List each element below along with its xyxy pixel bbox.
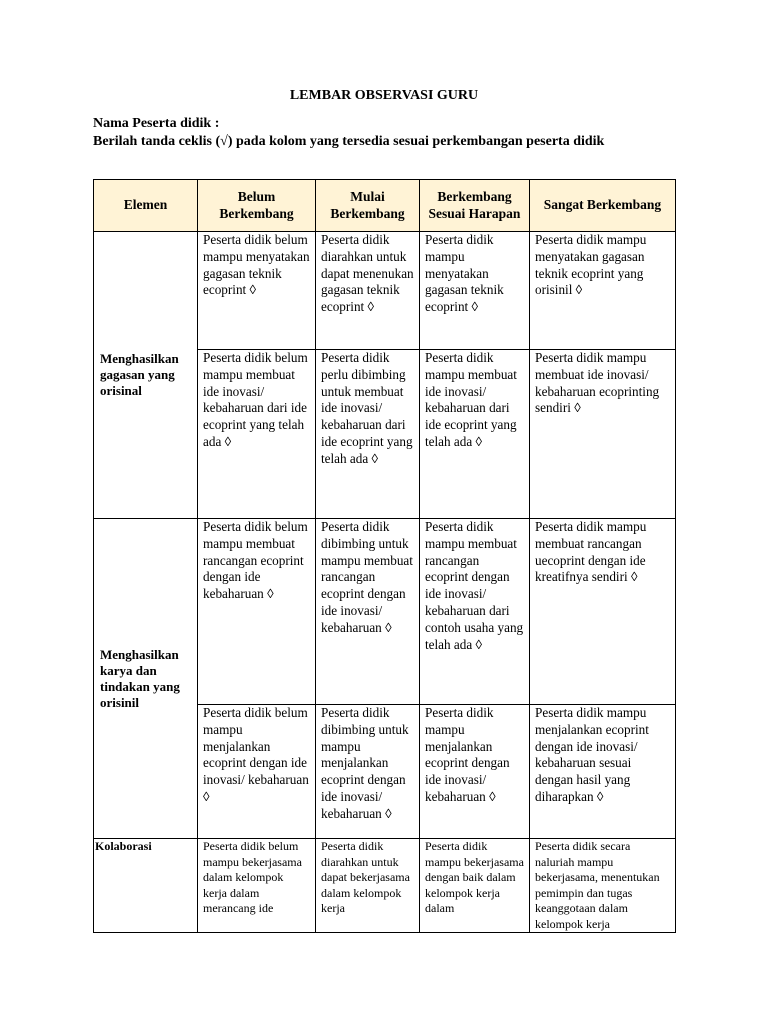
- instruction-text: Berilah tanda ceklis (√) pada kolom yang tersedia sesuai perkembangan peserta didik: [93, 134, 605, 149]
- observation-table: [93, 179, 676, 933]
- table-cell: Peserta didik belum mampu menyatakan gagasan teknik ecoprint ◊: [198, 232, 316, 350]
- table-cell: Peserta didik mampu membuat rancangan uecoprint dengan ide kreatifnya sendiri ◊: [530, 519, 676, 705]
- table-cell: Peserta didik mampu membuat ide inovasi/ kebaharuan dari ide ecoprint yang telah ada ◊: [420, 350, 530, 519]
- table-cell: Peserta didik mampu menjalankan ecoprint dengan ide inovasi/ kebaharuan ◊: [420, 705, 530, 839]
- header-elemen: Elemen: [94, 180, 198, 232]
- table-cell: Peserta didik belum mampu menjalankan ecoprint dengan ide inovasi/ kebaharuan ◊: [198, 705, 316, 839]
- header-sangat-berkembang: Sangat Berkembang: [530, 180, 676, 232]
- table-cell: Peserta didik diarahkan untuk dapat bekerjasama dalam kelompok kerja: [316, 839, 420, 933]
- element-gagasan-orisinal: Menghasilkan gagasan yang orisinal: [94, 232, 198, 519]
- table-cell: Peserta didik mampu membuat ide inovasi/ kebaharuan ecoprinting sendiri ◊: [530, 350, 676, 519]
- header-mulai-berkembang: Mulai Berkembang: [316, 180, 420, 232]
- table-cell: Peserta didik mampu menjalankan ecoprint dengan ide inovasi/ kebaharuan sesuai dengan hasil yang diharapkan ◊: [530, 705, 676, 839]
- table-row: [94, 232, 676, 350]
- table-cell: Peserta didik dibimbing untuk mampu menjalankan ecoprint dengan ide inovasi/ kebaharuan ◊: [316, 705, 420, 839]
- header-berkembang-sesuai-harapan: Berkembang Sesuai Harapan: [420, 180, 530, 232]
- table-cell: Peserta didik mampu menyatakan gagasan teknik ecoprint ◊: [420, 232, 530, 350]
- table-cell: Peserta didik belum mampu bekerjasama dalam kelompok kerja dalam merancang ide: [198, 839, 316, 933]
- table-row: [94, 519, 676, 705]
- table-cell: Peserta didik perlu dibimbing untuk membuat ide inovasi/ kebaharuan dari ide ecoprint yang telah ada ◊: [316, 350, 420, 519]
- table-cell: Peserta didik mampu menyatakan gagasan teknik ecoprint yang orisinil ◊: [530, 232, 676, 350]
- element-kolaborasi: Kolaborasi: [94, 839, 198, 933]
- student-name-label: Nama Peserta didik :: [93, 116, 220, 131]
- table-cell: Peserta didik belum mampu membuat ide inovasi/ kebaharuan dari ide ecoprint yang telah ada ◊: [198, 350, 316, 519]
- table-row: [94, 839, 676, 933]
- table-cell: Peserta didik secara naluriah mampu bekerjasama, menentukan pemimpin dan tugas keanggotaan dalam kelompok kerja: [530, 839, 676, 933]
- table-cell: Peserta didik belum mampu membuat rancangan ecoprint dengan ide kebaharuan ◊: [198, 519, 316, 705]
- element-karya-orisinil: Menghasilkan karya dan tindakan yang orisinil: [94, 519, 198, 839]
- table-cell: Peserta didik mampu bekerjasama dengan baik dalam kelompok kerja dalam: [420, 839, 530, 933]
- table-cell: Peserta didik mampu membuat rancangan ecoprint dengan ide inovasi/ kebaharuan dari contoh usaha yang telah ada ◊: [420, 519, 530, 705]
- table-cell: Peserta didik diarahkan untuk dapat menenukan gagasan teknik ecoprint ◊: [316, 232, 420, 350]
- table-header-row: [94, 180, 676, 232]
- table-cell: Peserta didik dibimbing untuk mampu membuat rancangan ecoprint dengan ide inovasi/ kebaharuan ◊: [316, 519, 420, 705]
- document-title: LEMBAR OBSERVASI GURU: [289, 88, 479, 103]
- header-belum-berkembang: Belum Berkembang: [198, 180, 316, 232]
